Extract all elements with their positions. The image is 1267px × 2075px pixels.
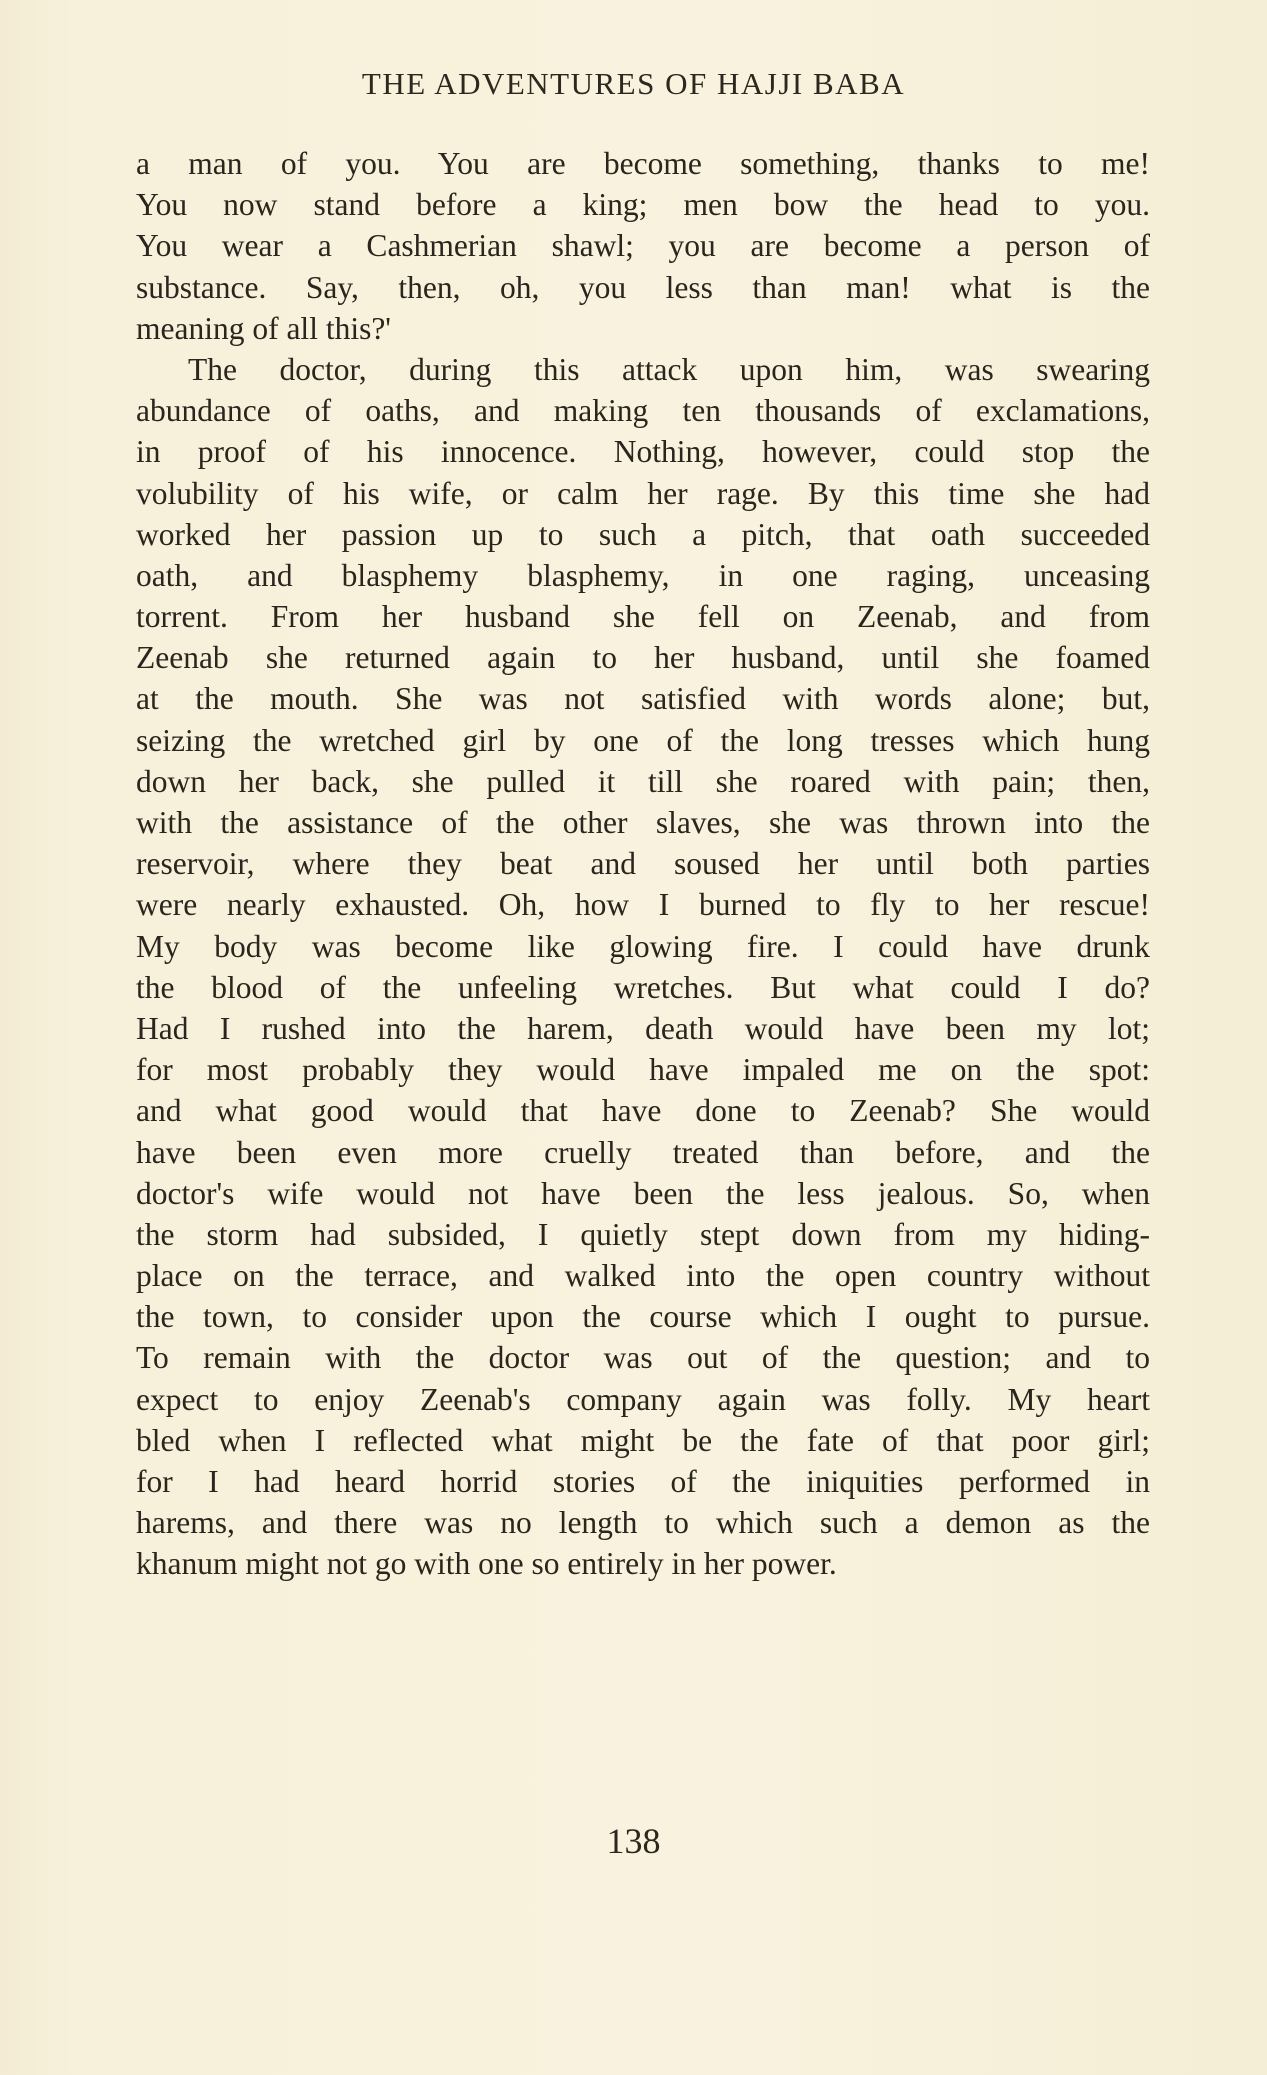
text-line: torrent. From her husband she fell on Zeenab, and from <box>136 599 1150 635</box>
text-line: volubility of his wife, or calm her rage. By this time she had <box>136 475 1150 511</box>
text-line: down her back, she pulled it till she roared with pain; then, <box>136 763 1150 799</box>
text-line: in proof of his innocence. Nothing, however, could stop the <box>136 434 1150 470</box>
text-line: seizing the wretched girl by one of the long tresses which hung <box>136 722 1150 758</box>
text-line: abundance of oaths, and making ten thousands of exclamations, <box>136 393 1150 429</box>
text-line: for I had heard horrid stories of the iniquities performed in <box>136 1464 1150 1499</box>
text-line: My body was become like glowing fire. I could have drunk <box>136 928 1150 964</box>
text-line: the storm had subsided, I quietly stept down from my hiding- <box>136 1216 1150 1252</box>
text-line: the town, to consider upon the course which I ought to pursue. <box>136 1299 1150 1335</box>
text-line: khanum might not go with one so entirely in her power. <box>136 1546 837 1582</box>
text-line: Zeenab she returned again to her husband, until she foamed <box>136 640 1150 676</box>
text-line: for most probably they would have impaled me on the spot: <box>136 1052 1150 1088</box>
text-line: doctor's wife would not have been the less jealous. So, when <box>136 1175 1150 1211</box>
text-line: worked her passion up to such a pitch, that oath succeeded <box>136 516 1150 552</box>
text-line: with the assistance of the other slaves, she was thrown into the <box>136 805 1150 840</box>
running-head: THE ADVENTURES OF HAJJI BABA <box>361 66 906 101</box>
body-text <box>136 143 1150 1585</box>
text-line: place on the terrace, and walked into the open country without <box>136 1258 1150 1294</box>
text-line: the blood of the unfeeling wretches. But what could I do? <box>136 969 1150 1005</box>
page-number: 138 <box>606 1821 661 1861</box>
text-line: You now stand before a king; men bow the head to you. <box>136 187 1150 223</box>
text-line: have been even more cruelly treated than before, and the <box>136 1134 1150 1170</box>
text-line: meaning of all this?' <box>136 310 391 346</box>
text-line: reservoir, where they beat and soused her until both parties <box>136 846 1150 882</box>
text-line: a man of you. You are become something, thanks to me! <box>136 146 1150 181</box>
text-line: at the mouth. She was not satisfied with words alone; but, <box>136 681 1150 717</box>
text-line: bled when I reflected what might be the fate of that poor girl; <box>136 1422 1150 1458</box>
text-line: oath, and blasphemy blasphemy, in one raging, unceasing <box>136 557 1150 593</box>
text-line: Had I rushed into the harem, death would have been my lot; <box>136 1010 1150 1046</box>
text-line: You wear a Cashmerian shawl; you are become a person of <box>136 228 1150 264</box>
text-line: substance. Say, then, oh, you less than man! what is the <box>136 269 1150 305</box>
text-line: expect to enjoy Zeenab's company again was folly. My heart <box>136 1381 1150 1417</box>
text-line: and what good would that have done to Zeenab? She would <box>136 1093 1150 1129</box>
text-line: harems, and there was no length to which such a demon as the <box>136 1505 1150 1541</box>
text-line: The doctor, during this attack upon him, was swearing <box>188 351 1150 387</box>
text-line: were nearly exhausted. Oh, how I burned to fly to her rescue! <box>136 887 1150 923</box>
text-line: To remain with the doctor was out of the question; and to <box>136 1340 1150 1376</box>
